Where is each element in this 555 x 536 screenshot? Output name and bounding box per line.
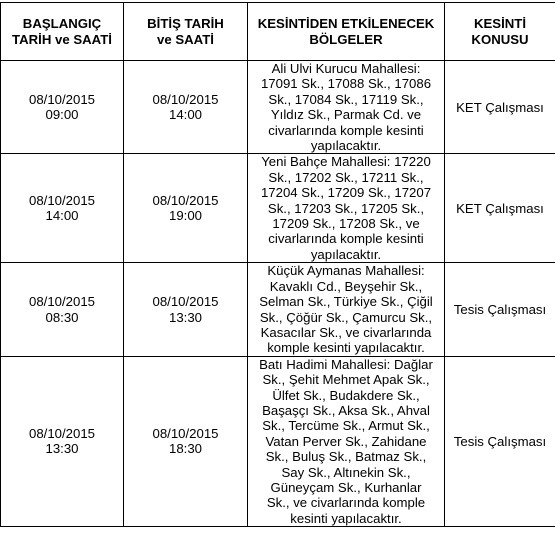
affected-areas-cell <box>248 263 445 356</box>
start-date: 08/10/2015 <box>3 92 121 107</box>
start-time: 13:30 <box>3 441 121 456</box>
start-datetime-cell <box>1 154 124 263</box>
area-line: Küçük Aymanas Mahallesi: <box>250 263 442 278</box>
area-line: Yıldız Sk., Parmak Cd. ve <box>250 107 442 122</box>
table-header-row <box>1 3 555 61</box>
table-row <box>1 263 555 356</box>
header-area-line-1: KESİNTİDEN ETKİLENECEK <box>250 16 442 31</box>
area-line: yapılacaktır. <box>250 247 442 262</box>
affected-areas-cell <box>248 61 445 154</box>
area-line: 17204 Sk., 17209 Sk., 17207 <box>250 185 442 200</box>
end-datetime-cell <box>124 154 248 263</box>
start-date: 08/10/2015 <box>3 294 121 309</box>
area-line: Ali Ulvi Kurucu Mahallesi: <box>250 61 442 76</box>
end-datetime-cell <box>124 61 248 154</box>
start-datetime-cell <box>1 356 124 526</box>
area-line: Başaşçı Sk., Aksa Sk., Ahval <box>250 403 442 418</box>
end-date: 08/10/2015 <box>126 294 245 309</box>
area-line: komple kesinti yapılacaktır. <box>250 340 442 355</box>
area-line: Sk., Buluş Sk., Batmaz Sk., <box>250 449 442 464</box>
area-line: Sk., Şehit Mehmet Apak Sk., <box>250 372 442 387</box>
header-start-datetime <box>1 3 124 61</box>
area-line: Ülfet Sk., Budakdere Sk., <box>250 388 442 403</box>
start-date: 08/10/2015 <box>3 426 121 441</box>
end-time: 18:30 <box>126 441 245 456</box>
end-time: 13:30 <box>126 310 245 325</box>
area-line: 17209 Sk., 17208 Sk., ve <box>250 216 442 231</box>
affected-areas-cell <box>248 154 445 263</box>
area-line: yapılacaktır. <box>250 138 442 153</box>
header-start-line-2: TARİH ve SAATİ <box>3 32 121 47</box>
area-line: Selman Sk., Türkiye Sk., Çiğil <box>250 294 442 309</box>
header-outage-topic <box>445 3 555 61</box>
affected-areas-cell <box>248 356 445 526</box>
header-end-line-1: BİTİŞ TARİH <box>126 16 245 31</box>
area-line: Sk., 17084 Sk., 17119 Sk., <box>250 92 442 107</box>
area-line: 17091 Sk., 17088 Sk., 17086 <box>250 76 442 91</box>
outage-topic-cell: KET Çalışması <box>445 61 555 154</box>
table-row <box>1 61 555 154</box>
header-start-line-1: BAŞLANGIÇ <box>3 16 121 31</box>
area-line: Kasacılar Sk., ve civarlarında <box>250 325 442 340</box>
area-line: Vatan Perver Sk., Zahidane <box>250 434 442 449</box>
area-line: Kavaklı Cd., Beyşehir Sk., <box>250 279 442 294</box>
outage-topic-cell: Tesis Çalışması <box>445 263 555 356</box>
area-line: Batı Hadimi Mahallesi: Dağlar <box>250 357 442 372</box>
outage-topic-cell: KET Çalışması <box>445 154 555 263</box>
start-date: 08/10/2015 <box>3 193 121 208</box>
header-end-datetime <box>124 3 248 61</box>
end-date: 08/10/2015 <box>126 193 245 208</box>
table-row <box>1 154 555 263</box>
start-time: 08:30 <box>3 310 121 325</box>
start-time: 09:00 <box>3 107 121 122</box>
end-date: 08/10/2015 <box>126 426 245 441</box>
end-time: 14:00 <box>126 107 245 122</box>
area-line: civarlarında komple kesinti <box>250 231 442 246</box>
end-date: 08/10/2015 <box>126 92 245 107</box>
header-end-line-2: ve SAATİ <box>126 32 245 47</box>
start-datetime-cell <box>1 263 124 356</box>
end-datetime-cell <box>124 263 248 356</box>
outage-topic-cell: Tesis Çalışması <box>445 356 555 526</box>
header-area-line-2: BÖLGELER <box>250 32 442 47</box>
start-datetime-cell <box>1 61 124 154</box>
header-affected-areas <box>248 3 445 61</box>
header-topic-line-1: KESİNTİ <box>447 16 553 31</box>
end-time: 19:00 <box>126 208 245 223</box>
end-datetime-cell <box>124 356 248 526</box>
area-line: Yeni Bahçe Mahallesi: 17220 <box>250 154 442 169</box>
area-line: Sk., ve civarlarında komple <box>250 495 442 510</box>
outage-schedule-table <box>0 2 555 527</box>
start-time: 14:00 <box>3 208 121 223</box>
area-line: Sk., Çöğür Sk., Çamurcu Sk., <box>250 310 442 325</box>
header-topic-line-2: KONUSU <box>447 32 553 47</box>
area-line: Say Sk., Altınekin Sk., <box>250 465 442 480</box>
table-row <box>1 356 555 526</box>
area-line: Sk., Tercüme Sk., Armut Sk., <box>250 418 442 433</box>
area-line: Sk., 17203 Sk., 17205 Sk., <box>250 201 442 216</box>
area-line: Sk., 17202 Sk., 17211 Sk., <box>250 170 442 185</box>
area-line: Güneyçam Sk., Kurhanlar <box>250 480 442 495</box>
area-line: civarlarında komple kesinti <box>250 123 442 138</box>
area-line: kesinti yapılacaktır. <box>250 511 442 526</box>
